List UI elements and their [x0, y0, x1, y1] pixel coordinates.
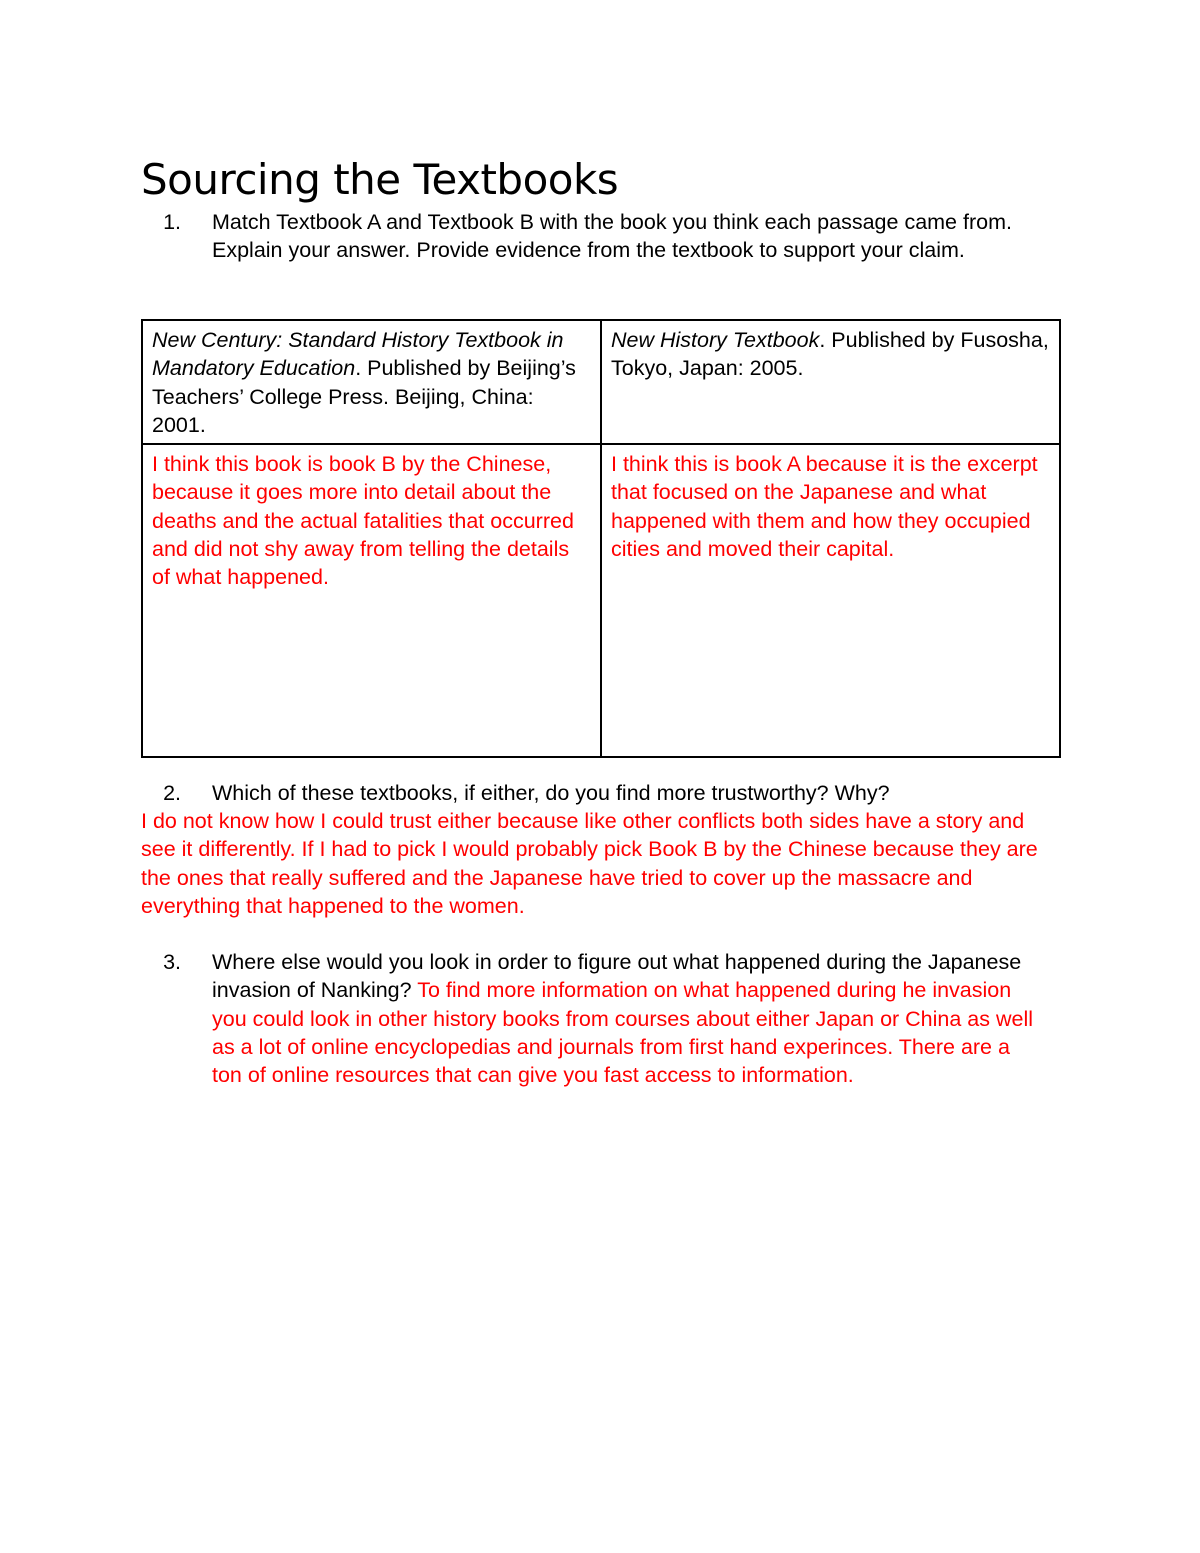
question-2-number: 2.: [163, 781, 181, 805]
answer-cell-right: I think this is book A because it is the excerpt that focused on the Japanese and what happened with them and how they occupied cities and moved their capital.: [601, 444, 1060, 757]
question-3: [141, 948, 1041, 1089]
question-2: [141, 779, 1041, 807]
textbook-table: [141, 319, 1061, 758]
question-2-answer: I do not know how I could trust either because like other conflicts both sides have a story and see it differently. If I had to pick I would probably pick Book B by the Chinese because they are the ones that really suffered and the Japanese have tried to cover up the massacre and everything that happened to the women.: [141, 809, 1038, 918]
answer-cell-left: I think this book is book B by the Chinese, because it goes more into detail about the deaths and the actual fatalities that occurred and did not shy away from telling the details of what happened.: [142, 444, 601, 757]
question-1-number: 1.: [163, 210, 181, 234]
table-row-sources: [142, 320, 1060, 444]
source-right-title: New History Textbook: [611, 328, 820, 352]
question-3-answer: To find more information on what happened during he invasion you could look in other history books from courses about either Japan or China as well as a lot of online encyclopedias and journals from first hand experinces. There are a ton of online resources that can give you fast access to information.: [212, 978, 1034, 1088]
question-3-number: 3.: [163, 950, 181, 974]
question-2-text: Which of these textbooks, if either, do you find more trustworthy? Why?: [212, 781, 890, 805]
page-title: Sourcing the Textbooks: [141, 155, 619, 204]
source-right-details: . Published by Fusosha, Tokyo, Japan: 2005.: [611, 328, 1049, 381]
source-left-title: New Century: Standard History Textbook in Mandatory Education: [152, 328, 564, 381]
source-left-details: . Published by Beijing’s Teachers’ College Press. Beijing, China: 2001.: [152, 356, 576, 437]
source-cell-right: [601, 320, 1060, 444]
question-3-body: [212, 948, 1041, 1089]
question-1: [141, 208, 1041, 265]
source-cell-left: [142, 320, 601, 444]
question-1-text: Match Textbook A and Textbook B with the book you think each passage came from. Explain your answer. Provide evidence from the textbook to support your claim.: [212, 210, 1012, 263]
table-row-answers: [142, 444, 1060, 757]
question-3-text: Where else would you look in order to figure out what happened during the Japanese invasion of Nanking?: [212, 950, 1022, 1003]
